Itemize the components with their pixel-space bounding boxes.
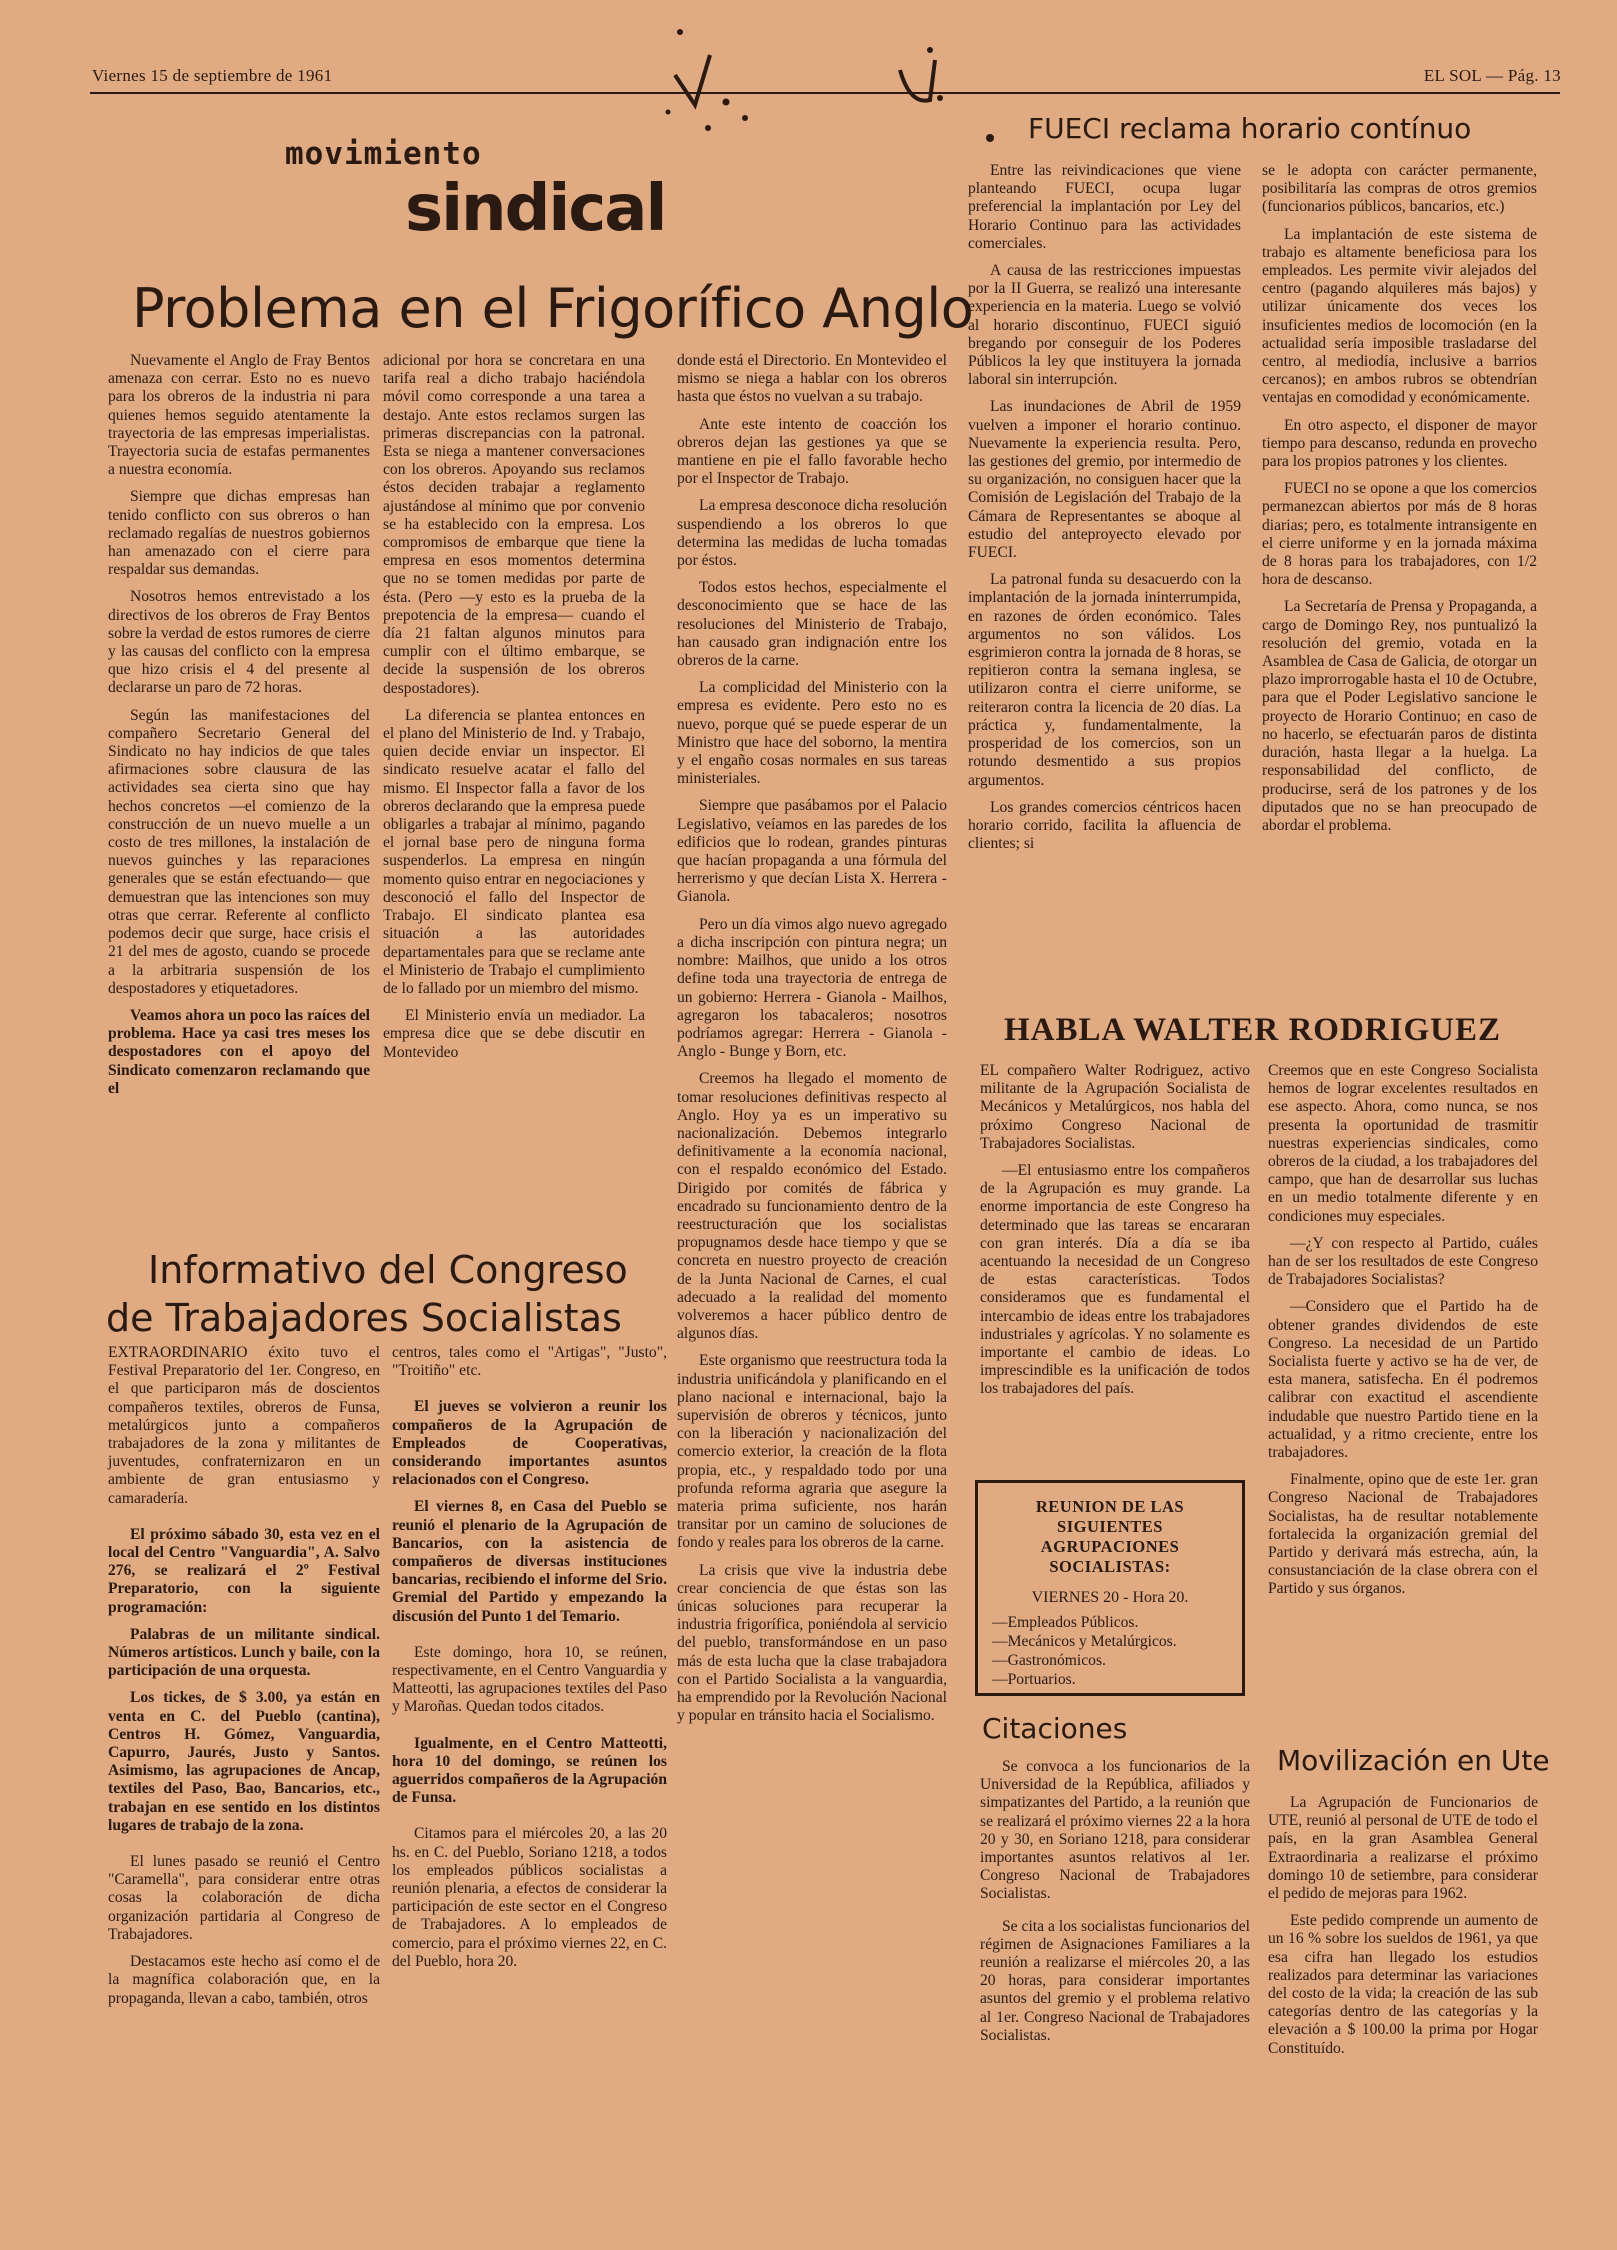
ink-dot <box>677 29 683 35</box>
informativo-para: Destacamos este hecho así como el de la magnífica colaboración que, en la propaganda, llevan a cabo, también, otros <box>108 1953 380 2007</box>
citaciones-col <box>980 1758 1250 2054</box>
informativo-para: Palabras de un militante sindical. Números artísticos. Lunch y baile, con la participación de una orquesta. <box>108 1625 380 1680</box>
walter-para: Finalmente, opino que de este 1er. gran Congreso Nacional de Trabajadores Socialistas, ha de resultar notablemente fortalecida la organización gremial del Partido y derivará más estrecha, aún, la consustanciación de la clase obrera con el Partido y sus órganos. <box>1268 1471 1538 1598</box>
frigorifico-para: Ante este intento de coacción los obreros dejan las gestiones ya que se mantiene en pie el fallo favorable hecho por el Inspector de Trabajo. <box>677 415 947 488</box>
walter-para: —¿Y con respecto al Partido, cuáles han de ser los resultados de este Congreso de Trabajadores Socialistas? <box>1268 1234 1538 1289</box>
fueci-para: se le adopta con carácter permanente, posibilitaría las compras de otros gremios (funcionarios públicos, bancarios, etc.) <box>1262 162 1537 216</box>
ink-dot <box>723 99 730 106</box>
informativo-col-1 <box>108 1344 380 2017</box>
fueci-para: FUECI no se opone a que los comercios permanezcan abiertos por más de 8 horas diarias; pero, es totalmente intransigente en el cierre uniforme y en la jornada máxima de 8 horas para los trabajadores, con 1/2 hora de descanso. <box>1262 480 1537 589</box>
fueci-para: La Secretaría de Prensa y Propaganda, a cargo de Domingo Rey, nos puntualizó la resolución del gremio, votada en la Asamblea de Casa de Galicia, de otorgar un plazo improrrogable hasta el 10 de Octubre, para que el Poder Legislativo sancione le proyecto de Horario Continuo; en caso de no hacerlo, se efectuarán paros de distinta duración, hasta llegar a la huelga. La responsabilidad del conflicto, de producirse, será de los patrones y de los diputados que no se han preocupado de abordar el problema. <box>1262 598 1537 834</box>
informativo-col-2 <box>392 1344 667 1980</box>
fueci-para: En otro aspecto, el disponer de mayor tiempo para descanso, redunda en provecho para los propios patrones y los clientes. <box>1262 416 1537 471</box>
walter-para: —El entusiasmo entre los compañeros de la Agrupación es muy grande. La enorme importancia de este Congreso ha determinado que las tareas se encararan con gran interés. Día a día se iba acentuando la necesidad de un Congreso de estas características. Todos consideramos que es fundamental el intercambio de ideas entre los trabajadores industriales y agrícolas. Y no solamente es importante el cambio de ideas. Lo imprescindible es la unificación de todos los trabajadores del país. <box>980 1162 1250 1398</box>
movilizacion-para: La Agrupación de Funcionarios de UTE, reunió al personal de UTE de todo el país, en la gran Asamblea General Extraordinaria a realizarse el próximo domingo 10 de setiembre, para considerar el pedido de mejoras para 1962. <box>1268 1794 1538 1903</box>
informativo-para: EXTRAORDINARIO éxito tuvo el Festival Preparatorio del 1er. Congreso, en el que participaron más de doscientos compañeros textiles, obreros de Funsa, metalúrgicos junto a compañeros trabajadores de la zona y militantes de juventudes, confraternizaron en un ambiente de gran entusiasmo y camaradería. <box>108 1344 380 1507</box>
walter-col-1 <box>980 1062 1250 1408</box>
informativo-para: centros, tales como el "Artigas", "Justo", "Troitiño" etc. <box>392 1344 667 1380</box>
ink-dot <box>666 110 671 115</box>
fueci-para: La implantación de este sistema de trabajo es altamente beneficiosa para los empleados. Les permite vivir alejados del centro (pagando alquileres más bajos) y utilizar únicamente dos veces los insuficientes medios de locomoción (en la actualidad sería imposible trasladarse del centro, al mediodía, inclusive a barrios cercanos); en ambos rubros se obtendrían ventajas en comodidad y económicamente. <box>1262 225 1537 407</box>
walter-col-2 <box>1268 1062 1538 1608</box>
frigorifico-para: Siempre que dichas empresas han tenido conflicto con sus obreros o han reclamado regalías de nuestros gobiernos han amenazado con el cierre para respaldar sus demandas. <box>108 488 370 579</box>
frigorifico-para: donde está el Directorio. En Montevideo el mismo se niega a hablar con los obreros hasta que éstos no vuelvan a su trabajo. <box>677 352 947 406</box>
frigorifico-para: La diferencia se plantea entonces en el plano del Ministerio de Ind. y Trabajo, quien decide enviar un inspector. El sindicato resuelve acatar el fallo del mismo. El Inspector falla a favor de los obreros declarando que la empresa puede obligarles a trabajar al mínimo, pagando el jornal base pero de ninguna forma suspenderlos. La empresa en ningún momento quiso entrar en negociaciones y desconoció el fallo del Inspector de Trabajo. El sindicato plantea esa situación a las autoridades departamentales para que se reclame ante el Ministerio de Trabajo el cumplimiento de lo fallado por un miembro del mismo. <box>383 706 645 997</box>
walter-para: Creemos que en este Congreso Socialista hemos de lograr excelentes resultados en ese aspecto. Ahora, como nunca, se nos presenta la oportunidad de trasmitir nuestras experiencias sindicales, como obreros de la ciudad, a los trabajadores del campo, que han de desarrollar sus luchas en un medio totalmente diferente y en condiciones muy especiales. <box>1268 1062 1538 1225</box>
informativo-para: Este domingo, hora 10, se reúnen, respectivamente, en el Centro Vanguardia y Matteotti, las agrupaciones textiles del Paso y Maroñas. Quedan todos citados. <box>392 1643 667 1716</box>
fueci-para: Los grandes comercios céntricos hacen horario corrido, facilita la afluencia de clientes; si <box>968 798 1241 853</box>
informativo-para: El lunes pasado se reunió el Centro "Caramella", para considerar entre otras cosas la colaboración de dicha organización partidaria al Congreso de Trabajadores. <box>108 1853 380 1943</box>
informativo-para: Los tickes, de $ 3.00, ya están en venta en C. del Pueblo (cantina), Centros H. Gómez, Vanguardia, Capurro, Jaurés, Justo y Santos. Asimismo, las agrupaciones de Ancap, textiles del Paso, Bao, Bancarios, etc., trabajan en ese sentido en los distintos lugares de trabajo de la zona. <box>108 1689 380 1834</box>
frigorifico-para: adicional por hora se concretara en una tarifa real a dicho trabajo haciéndola móvil como corresponde a una tarea a destajo. Ante estos reclamos surgen las primeras discrepancias con la patronal. Esta se niega a mantener conversaciones con los obreros. Apoyando sus reclamos éstos deciden trabajar a reglamento ajustándose al mínimo que por convenio se ha establecido con la empresa. Los compromisos de embarque que tiene la empresa en esos momentos determina que no se tomen medidas por parte de ésta. (Pero —y esto es la prueba de la prepotencia de la empresa— cuando el día 21 faltan algunos minutos para cumplir con el último embarque, se decide la suspensión de los obreros despostadores). <box>383 352 645 697</box>
frigorifico-para: El Ministerio envía un mediador. La empresa dice que se debe discutir en Montevideo <box>383 1007 645 1061</box>
walter-para: —Considero que el Partido ha de obtener grandes dividendos de este Congreso. La necesidad de un Partido Socialista fuerte y activo se ha de ver, de esta manera, satisfecha. En él podremos calibrar con exactitud el ascendiente indudable que nuestro Partido tiene en la actualidad, y a ritmo creciente, entre los trabajadores. <box>1268 1298 1538 1462</box>
paper-page: EL SOL — Pág. 13 <box>1423 66 1561 85</box>
fueci-para: Entre las reivindicaciones que viene planteando FUECI, ocupa lugar preferencial la implantación por Ley del Horario Continuo para las actividades comerciales. <box>968 162 1241 252</box>
reunion-when: VIERNES 20 - Hora 20. <box>1031 1589 1189 1606</box>
citaciones-para: Se cita a los socialistas funcionarios del régimen de Asignaciones Familiares a la reunión a realizarse el miércoles 20, a las 20 horas, para considerar importantes asuntos del gremio y el problema relativo al 1er. Congreso Nacional de Trabajadores Socialistas. <box>980 1917 1250 2044</box>
reunion-item: —Portuarios. <box>992 1671 1076 1688</box>
frigorifico-col-2 <box>383 352 645 1071</box>
ink-dot <box>927 47 933 53</box>
movilizacion-headline: Movilización en Ute <box>1277 1744 1550 1777</box>
frigorifico-para: Nuevamente el Anglo de Fray Bentos amenaza con cerrar. Esto no es nuevo para los obreros de la industria ni para quienes hemos seguido atentamente la trayectoria de las empresas imperialistas. Trayectoria sucia de estafas permanentes a nuestra economía. <box>108 352 370 479</box>
section-kicker: movimiento <box>285 136 482 172</box>
citaciones-headline: Citaciones <box>982 1712 1128 1745</box>
informativo-headline-2: de Trabajadores Socialistas <box>106 1296 622 1340</box>
movilizacion-para: Este pedido comprende un aumento de un 16 % sobre los sueldos de 1961, ya que esa cifra han llegado los estudios realizados para determinar las variaciones del costo de la vida; la creación de las sub categorías dentro de las categorías y la elevación a $ 100.00 la prima por Hogar Constituído. <box>1268 1912 1538 2057</box>
fueci-headline: FUECI reclama horario contínuo <box>1028 112 1472 145</box>
issue-date: Viernes 15 de septiembre de 1961 <box>92 66 333 85</box>
frigorifico-para: La complicidad del Ministerio con la empresa es evidente. Pero esto no es nuevo, porque qué se puede esperar de un Ministro que hace del soborno, la mentira y el engaño cosas normales en sus tareas ministeriales. <box>677 679 947 788</box>
frigorifico-col-3 <box>677 352 947 1734</box>
informativo-headline-1: Informativo del Congreso <box>148 1248 628 1292</box>
informativo-para: Igualmente, en el Centro Matteotti, hora 10 del domingo, se reúnen los aguerridos compañeros de la Agrupación de Funsa. <box>392 1734 667 1807</box>
ink-marks <box>600 20 1020 150</box>
reunion-item: —Mecánicos y Metalúrgicos. <box>992 1633 1177 1650</box>
frigorifico-para: Creemos ha llegado el momento de tomar resoluciones definitivas respecto al Anglo. Hoy ya es un imperativo su nacionalización. Debemos integrarlo definitivamente a la economía nacional, con el respaldo económico del Estado. Dirigido por comités de fábrica y encadrado su funcionamiento dentro de la reestructuración que los socialistas propugnamos desde hace tiempo y que se concreta en nuestro proyecto de creación de la Junta Nacional de Carnes, el cual adecuado a la realidad del momento volveremos a hacer público dentro de algunos días. <box>677 1070 947 1343</box>
informativo-para: Citamos para el miércoles 20, a las 20 hs. en C. del Pueblo, Soriano 1218, a todos los empleados públicos socialistas a reunión plenaria, a efectos de considerar la participación de este sector en el Congreso de Trabajadores. A lo empleados de comercio, para el próximo viernes 22, en C. del Pueblo, hora 20. <box>392 1825 667 1970</box>
informativo-para: El próximo sábado 30, esta vez en el local del Centro "Vanguardia", A. Salvo 276, se realizará el 2º Festival Preparatorio, con la siguiente programación: <box>108 1525 380 1616</box>
informativo-para: El viernes 8, en Casa del Pueblo se reunió el plenario de la Agrupación de Bancarios, con la asistencia de compañeros de diversas instituciones bancarias, recibiendo el informe del Srio. Gremial del Partido y empezando la discusión del Punto 1 del Temario. <box>392 1498 667 1625</box>
frigorifico-col-1 <box>108 352 370 1107</box>
reunion-title: REUNION DE LAS SIGUIENTES AGRUPACIONES SOCIALISTAS: <box>1035 1497 1185 1576</box>
frigorifico-para: Este organismo que reestructura toda la industria unificándola y planificando en el plano nacional e internacional, bajo la supervisión de obreros y técnicos, junto con la liberación y nacionalización del comercio exterior, la creación de la flota propia, etc., y respaldado todo por una profunda reforma agraria que asegure la materia prima suficiente, nos harán transitar por un camino de soluciones de fondo y reales para los obreros de la carne. <box>677 1352 947 1552</box>
frigorifico-para: Pero un día vimos algo nuevo agregado a dicha inscripción con pintura negra; un nombre: Mailhos, que unido a los otros define toda una trayectoria de entrega de un gobierno: Herrera - Gianola - Mailhos, agregaron los tabacaleros; nosotros podríamos agregar: Herrera - Gianola - Anglo - Bunge y Born, etc. <box>677 915 947 1061</box>
reunion-list <box>992 1613 1228 1689</box>
frigorifico-para: Según las manifestaciones del compañero Secretario General del Sindicato no hay indicios de que tales afirmaciones sobre clausura de las actividades sea cierta sino que hay hechos concretos —el comienzo de la construcción de un nuevo muelle a un costo de tres millones, la instalación de nuevos guinches y las reparaciones generales que se están efectuando— que demuestran que las intenciones son muy otras que cerrar. Referente al conflicto podemos decir que surge, hace crisis el 21 del mes de agosto, cuando se procede a la arbitraria suspensión de los despostadores y etiquetadores. <box>108 706 370 997</box>
fueci-col-1 <box>968 162 1241 862</box>
citaciones-para: Se convoca a los funcionarios de la Universidad de la República, afiliados y simpatizantes del Partido, a la reunión que se realizará el próximo viernes 22 a la hora 20 y 30, en Soriano 1218, para considerar importantes asuntos relativos al 1er. Congreso Nacional de Trabajadores Socialistas. <box>980 1758 1250 1903</box>
ink-stroke <box>675 55 710 105</box>
fueci-para: A causa de las restricciones impuestas por la II Guerra, se realizó una interesante experiencia en la materia. Luego se volvió al horario discontinuo, FUECI siguió bregando por conseguir de los Poderes Públicos la ley que instituyera la jornada laboral sin interrupción. <box>968 262 1241 389</box>
bullet-dot <box>986 134 994 142</box>
frigorifico-para: La crisis que vive la industria debe crear conciencia de que éstas son las únicas soluciones para recuperar la industria frigorífica, poniéndola al servicio del pueblo, transformándose en un paso más de esta lucha que la clase trabajadora con el Partido Socialista a la vanguardia, ha emprendido por la Revolución Nacional y popular en tránsito hacia el Socialismo. <box>677 1561 947 1725</box>
frigorifico-para: Siempre que pasábamos por el Palacio Legislativo, veíamos en las paredes de los edificios que lo rodean, grandes pinturas que hacían propaganda a una fórmula del herrerismo y que decían Lista X. Herrera - Gianola. <box>677 797 947 906</box>
walter-headline: HABLA WALTER RODRIGUEZ <box>1004 1012 1501 1048</box>
frigorifico-para: Todos estos hechos, especialmente el desconocimiento que se hace de las resoluciones del Ministerio de Trabajo, han causado gran indignación entre los obreros de la carne. <box>677 579 947 670</box>
reunion-item: —Empleados Públicos. <box>992 1614 1139 1631</box>
frigorifico-headline: Problema en el Frigorífico Anglo <box>132 277 974 340</box>
ink-dot <box>937 95 943 101</box>
reunion-item: —Gastronómicos. <box>992 1652 1106 1669</box>
frigorifico-para: La empresa desconoce dicha resolución suspendiendo a los obreros lo que determina las medidas de lucha tomadas por éstos. <box>677 497 947 570</box>
ink-dot <box>705 125 711 131</box>
informativo-para: El jueves se volvieron a reunir los compañeros de la Agrupación de Empleados de Cooperativas, considerando importantes asuntos relacionados con el Congreso. <box>392 1398 667 1489</box>
walter-para: EL compañero Walter Rodriguez, activo militante de la Agrupación Socialista de Mecánicos y Metalúrgicos, nos habla del próximo Congreso Nacional de Trabajadores Socialistas. <box>980 1062 1250 1152</box>
fueci-para: Las inundaciones de Abril de 1959 vuelven a imponer el horario continuo. Nuevamente la experiencia resulta. Pero, las gestiones del gremio, por intermedio de su organización, no consiguen hacer que la Comisión de Legislación del Trabajo de la Cámara de Representantes se aboque al estudio del anteproyecto elevado por FUECI. <box>968 398 1241 562</box>
fueci-para: La patronal funda su desacuerdo con la implantación de la jornada ininterrumpida, en razones de órden económico. Tales argumentos no son válidos. Los esgrimieron contra la jornada de 8 horas, se repitieron contra la semana inglesa, se utilizaron contra el cierre uniforme, se reiteraron contra la licencia de 20 días. La práctica y, fundamentalmente, la prosperidad de los comercios, son un rotundo desmentido a sus propios argumentos. <box>968 571 1241 789</box>
fueci-col-2 <box>1262 162 1537 844</box>
movilizacion-col <box>1268 1794 1538 2067</box>
ink-dot <box>742 115 748 121</box>
frigorifico-para: Veamos ahora un poco las raíces del problema. Hace ya casi tres meses los despostadores con el apoyo del Sindicato comenzaron reclamando que el <box>108 1006 370 1097</box>
ink-stroke <box>900 60 935 101</box>
reunion-box <box>975 1480 1245 1696</box>
section-title: sindical <box>405 172 666 246</box>
frigorifico-para: Nosotros hemos entrevistado a los directivos de los obreros de Fray Bentos sobre la verdad de estos rumores de cierre y las causas del conflicto con la empresa que hizo crisis el 4 del presente al declararse un paro de 72 horas. <box>108 588 370 697</box>
